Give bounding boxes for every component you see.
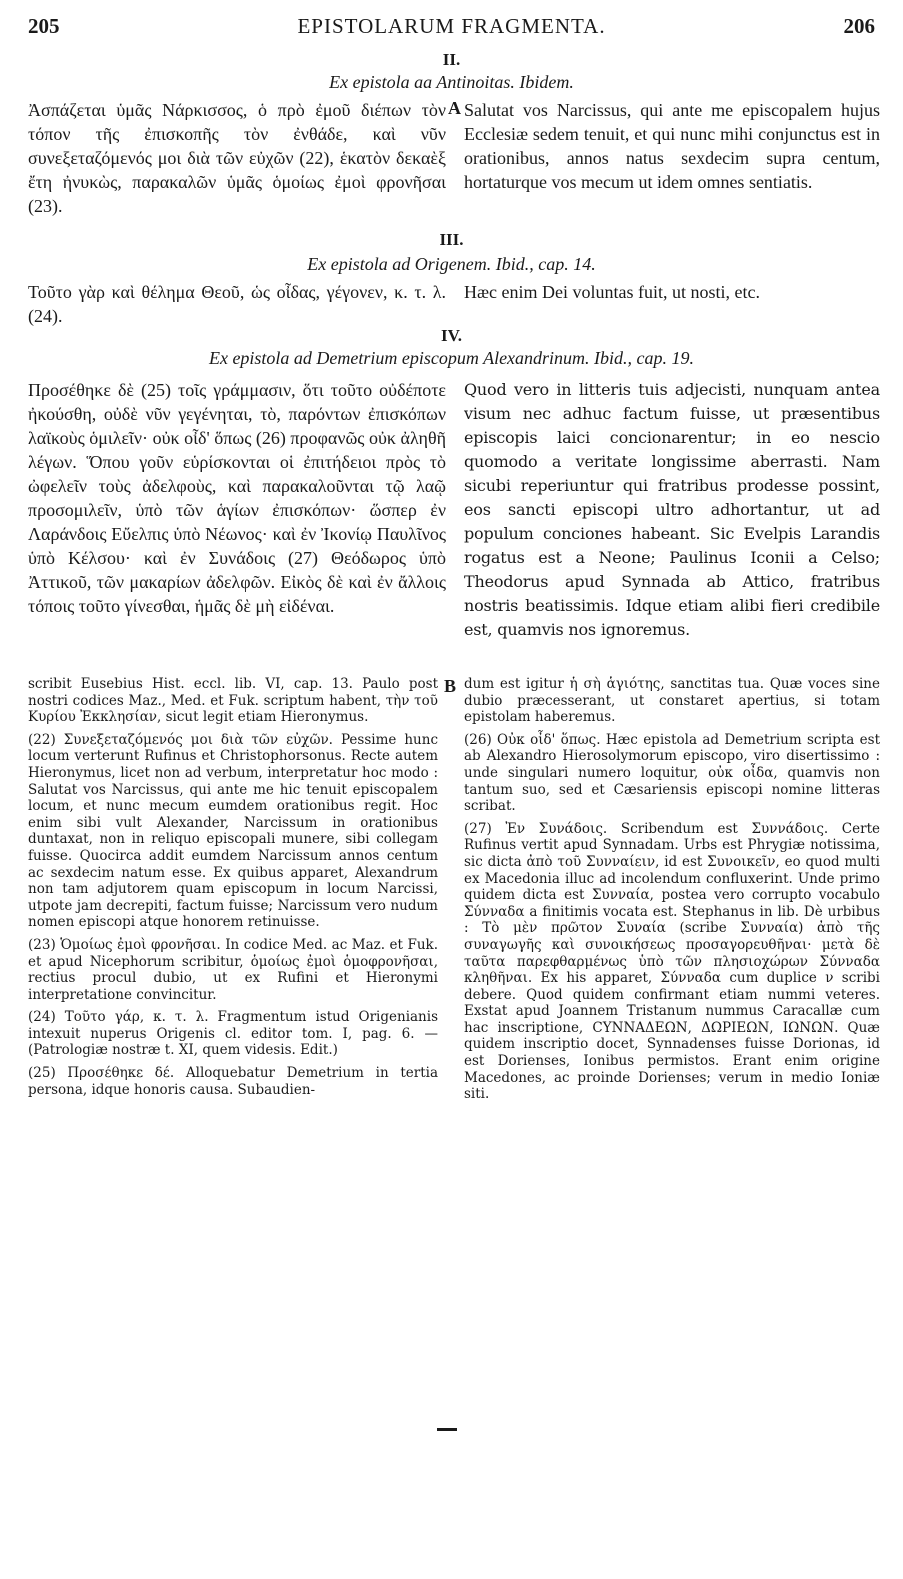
footnotes-left-column [28, 676, 438, 1104]
section-numeral: II. [442, 50, 461, 69]
end-dash-divider [437, 1428, 457, 1431]
footnotes-right-column [464, 676, 880, 1109]
running-header [28, 14, 875, 44]
section-source: Ex epistola aa Antinoitas. Ibidem. [329, 72, 574, 92]
footnote: (25) Προσέθηκε δέ. Alloquebatur Demetrium in tertia persona, idque honoris causa. Subaudien- [28, 1065, 438, 1098]
page-number-left: 205 [28, 14, 60, 38]
footnote: dum est igitur ἡ σὴ ἁγιότης, sanctitas tua. Quæ voces sine dubio præcesserant, ut constaret apertius, si totam epistolam haberemus. [464, 676, 880, 726]
footnote: (22) Συνεξεταζόμενός μοι διὰ τῶν εὐχῶν. Pessime hunc locum verterunt Rufinus et Christophorsonus. Recte autem Hieronymus, licet non ad verbum, interpretatur hoc modo : Salutat vos Narcissus, qui ante me hic tenuit episcopalem locum, et nunc mecum eumdem orationibus regit. Hoc enim sibi vult Alexander, Narcissum in orationibus duntaxat, non in reliquo episcopali munere, sibi collegam fuisse. Quocirca addit eumdem Narcissum annos centum ac sexdecim natum esse. Ex quibus apparet, Alexandrum non tam adjutorem quam episcopum in locum Narcissi, utpote jam decrepiti, factum fuisse; Narcissum vero nudum nomen episcopi atque honorem retinuisse. [28, 731, 438, 931]
section-source: Ex epistola ad Origenem. Ibid., cap. 14. [307, 254, 596, 274]
footnote: (23) Ὁμοίως ἐμοὶ φρονῆσαι. In codice Med. ac Maz. et Fuk. et apud Nicephorum scribitur, ὁμοίως ἐμοὶ ὁμοφρονῆσαι, rectius procul dubio, ut ex Rufini et Hieronymi interpretatione convincitur. [28, 936, 438, 1003]
running-title: EPISTOLARUM FRAGMENTA. [297, 14, 606, 38]
section-numeral: IV. [441, 326, 462, 345]
latin-text: Quod vero in litteris tuis adjecisti, nunquam antea visum nec adhuc factum fuisse, ut præsentibus episcopis laici concionarentur; in eo nescio quomodo a veritate longissime aberrasti. Nam sicubi reperiuntur qui fratribus prodesse possint, eos sancti episcopi ultro adhortantur, ut ad populum conciones habeant. Sic Evelpis Larandis rogatus est a Neone; Paulinus Iconii a Celso; Theodorus apud Synnada ab Attico, fratribus nostris beatissimis. Idque etiam alibi fieri credibile est, quamvis nos ignoremus. [464, 380, 880, 639]
footnote: (24) Τοῦτο γάρ, κ. τ. λ. Fragmentum istud Origenianis intexuit nuperus Origenis cl. editor tom. I, pag. 6. — (Patrologiæ nostræ t. XI, quem videsis. Edit.) [28, 1009, 438, 1059]
footnote: scribit Eusebius Hist. eccl. lib. VI, cap. 13. Paulo post nostri codices Maz., Med. et Fuk. scriptum habent, τὴν τοῦ Κυρίου Ἐκκλησίαν, sicut legit etiam Hieronymus. [28, 676, 438, 726]
margin-marker: B [444, 676, 457, 696]
greek-text: Ἀσπάζεται ὑμᾶς Νάρκισσος, ὁ πρὸ ἐμοῦ διέπων τὸν τόπον τῆς ἐπισκοπῆς τὸν ἐνθάδε, καὶ νῦν συνεξεταζόμενός μοι διὰ τῶν εὐχῶν (22), ἑκατὸν δεκαὲξ ἔτη ἠνυκὼς, παρακαλῶν ὑμᾶς ὁμοίως ἐμοὶ φρονῆσαι (23). [28, 100, 446, 216]
section-source: Ex epistola ad Demetrium episcopum Alexandrinum. Ibid., cap. 19. [208, 348, 695, 368]
latin-text: Hæc enim Dei voluntas fuit, ut nosti, etc. [464, 282, 760, 302]
latin-text: Salutat vos Narcissus, qui ante me episcopalem hujus Ecclesiæ sedem tenuit, et qui nunc mihi conjunctus est in orationibus, annos natus sexdecim supra centum, hortaturque vos mecum ut idem omnes sentiatis. [464, 100, 880, 192]
greek-text: Προσέθηκε δὲ (25) τοῖς γράμμασιν, ὅτι τοῦτο οὐδέποτε ἠκούσθη, οὐδὲ νῦν γεγένηται, τὸ, παρόντων ἐπισκόπων λαϊκοὺς ὁμιλεῖν· οὐκ οἶδ' ὅπως (26) προφανῶς οὐκ ἀληθῆ λέγων. Ὅπου γοῦν εὑρίσκονται οἱ ἐπιτήδειοι πρὸς τὸ ὠφελεῖν τοὺς ἀδελφοὺς, καὶ παρακαλοῦνται τῷ λαῷ προσομιλεῖν, ὑπὸ τῶν ἁγίων ἐπισκόπων· ὥσπερ ἐν Λαράνδοις Εὔελπις ὑπὸ Νέωνος· καὶ ἐν Ἰκονίῳ Παυλῖνος ὑπὸ Κέλσου· καὶ ἐν Συνάδοις (27) Θεόδωρος ὑπὸ Ἀττικοῦ, τῶν μακαρίων ἀδελφῶν. Εἰκὸς δὲ καὶ ἐν ἄλλοις τόποις τοῦτο γίνεσθαι, ἡμᾶς δὲ μὴ εἰδέναι. [28, 380, 446, 616]
margin-marker: A [448, 98, 461, 118]
section-numeral: III. [439, 230, 464, 249]
footnote: (26) Οὐκ οἶδ' ὅπως. Hæc epistola ad Demetrium scripta est ab Alexandro Hierosolymorum episcopo, viro disertissimo : unde singulari numero loquitur, οὐκ οἶδα, quamvis non tantum suo, sed et Cæsariensis episcopi nomine litteras scribat. [464, 731, 880, 815]
footnote: (27) Ἐν Συνάδοις. Scribendum est Συννάδοις. Certe Rufinus vertit apud Synnadam. Urbs est Phrygiæ notissima, sic dicta ἀπὸ τοῦ Συνναίειν, id est Συνοικεῖν, eo quod multi ex Macedonia illuc ad incolendum confluxerint. Unde primo quidem dicta est Συνναία, postea vero corrupto vocabulo Σύνναδα a finitimis vocata est. Stephanus in lib. Dè urbibus : Τὸ μὲν πρῶτον Συναία (scribe Συνναία) ἀπὸ τῆς συναγωγῆς καὶ συνοικήσεως προσαγορευθῆναι· μετὰ δὲ ταῦτα παρεφθαρμένως ὑπὸ τῶν πλησιοχώρων Σύνναδα κληθῆναι. Ex his apparet, Σύνναδα cum duplice ν scribi debere. Quod quidem confirmant etiam nummi veteres. Exstat apud Joannem Tristanum nummus Caracallæ cum hac inscriptione, CΥΝΝΑΔΕΩΝ, ΔΩΡΙΕΩΝ, ΙΩΝΩΝ. Quæ quidem inscriptio docet, Synnadenses fuisse Dorionas, id est Dorienses, Ionibus permistos. Erant enim origine Macedones, ac proinde Dorienses; verum in medio Ioniæ siti. [464, 820, 880, 1103]
greek-text: Τοῦτο γὰρ καὶ θέλημα Θεοῦ, ὡς οἶδας, γέγονεν, κ. τ. λ. (24). [28, 282, 446, 326]
page-number-right: 206 [843, 14, 875, 38]
